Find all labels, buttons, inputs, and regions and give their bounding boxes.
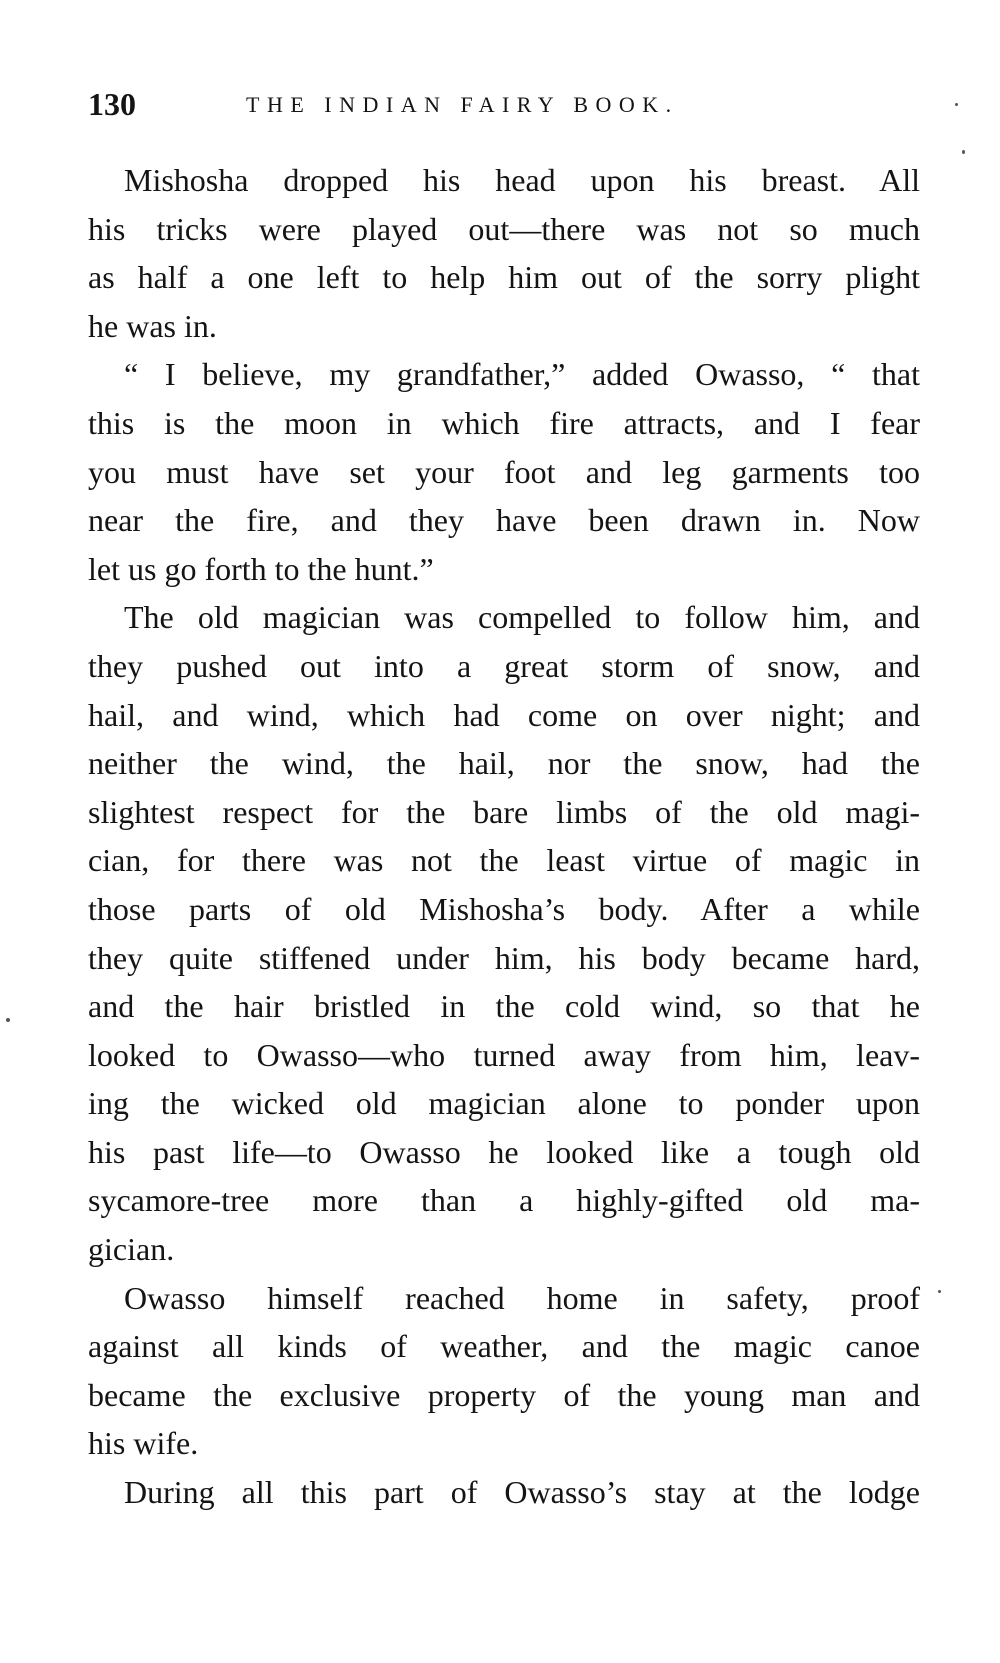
text-line: cian, for there was not the least virtue of magic in bbox=[88, 842, 920, 879]
text-line: ing the wicked old magician alone to ponder upon bbox=[88, 1085, 920, 1122]
text-line: neither the wind, the hail, nor the snow, had the bbox=[88, 745, 920, 782]
print-speck bbox=[938, 1290, 941, 1293]
text-line: became the exclusive property of the young man and bbox=[88, 1376, 920, 1413]
text-line: he was in. bbox=[88, 307, 217, 344]
text-line: sycamore-tree more than a highly-gifted old ma- bbox=[88, 1182, 920, 1219]
paragraph bbox=[88, 1468, 920, 1517]
text-line: you must have set your foot and leg garments too bbox=[88, 453, 920, 490]
print-speck bbox=[955, 103, 958, 106]
paragraph bbox=[88, 156, 920, 350]
paragraph bbox=[88, 593, 920, 1273]
text-line: they pushed out into a great storm of snow, and bbox=[88, 647, 920, 684]
running-title: THE INDIAN FAIRY BOOK. bbox=[246, 92, 679, 117]
text-line: The old magician was compelled to follow him, and bbox=[124, 599, 920, 636]
text-line: as half a one left to help him out of the sorry plight bbox=[88, 259, 920, 296]
text-line: Mishosha dropped his head upon his breast. All bbox=[124, 162, 920, 198]
text-line: his tricks were played out—there was not so much bbox=[88, 210, 920, 247]
paragraph bbox=[88, 350, 920, 593]
text-line: this is the moon in which fire attracts, and I fear bbox=[88, 404, 920, 441]
text-line: let us go forth to the hunt.” bbox=[88, 550, 434, 587]
page-number: 130 bbox=[88, 86, 136, 122]
body-text bbox=[88, 156, 920, 1517]
print-speck bbox=[6, 1018, 10, 1022]
text-line: During all this part of Owasso’s stay at the lodge bbox=[124, 1474, 920, 1511]
running-header bbox=[88, 86, 908, 130]
text-line: slightest respect for the bare limbs of the old magi- bbox=[88, 793, 920, 830]
text-line: his wife. bbox=[88, 1425, 199, 1462]
text-line: they quite stiffened under him, his body became hard, bbox=[88, 939, 920, 976]
text-line: looked to Owasso—who turned away from him, leav- bbox=[88, 1036, 920, 1073]
text-line: those parts of old Mishosha’s body. After a while bbox=[88, 890, 920, 927]
text-line: Owasso himself reached home in safety, proof bbox=[124, 1279, 920, 1316]
paragraph bbox=[88, 1274, 920, 1468]
text-line: hail, and wind, which had come on over night; and bbox=[88, 696, 920, 733]
print-speck bbox=[962, 150, 965, 154]
text-line: his past life—to Owasso he looked like a tough old bbox=[88, 1133, 920, 1170]
text-line: against all kinds of weather, and the magic canoe bbox=[88, 1328, 920, 1365]
text-line: “ I believe, my grandfather,” added Owasso, “ that bbox=[124, 356, 920, 393]
text-line: and the hair bristled in the cold wind, so that he bbox=[88, 988, 920, 1025]
text-line: near the fire, and they have been drawn in. Now bbox=[88, 502, 920, 539]
text-line: gician. bbox=[88, 1231, 175, 1268]
